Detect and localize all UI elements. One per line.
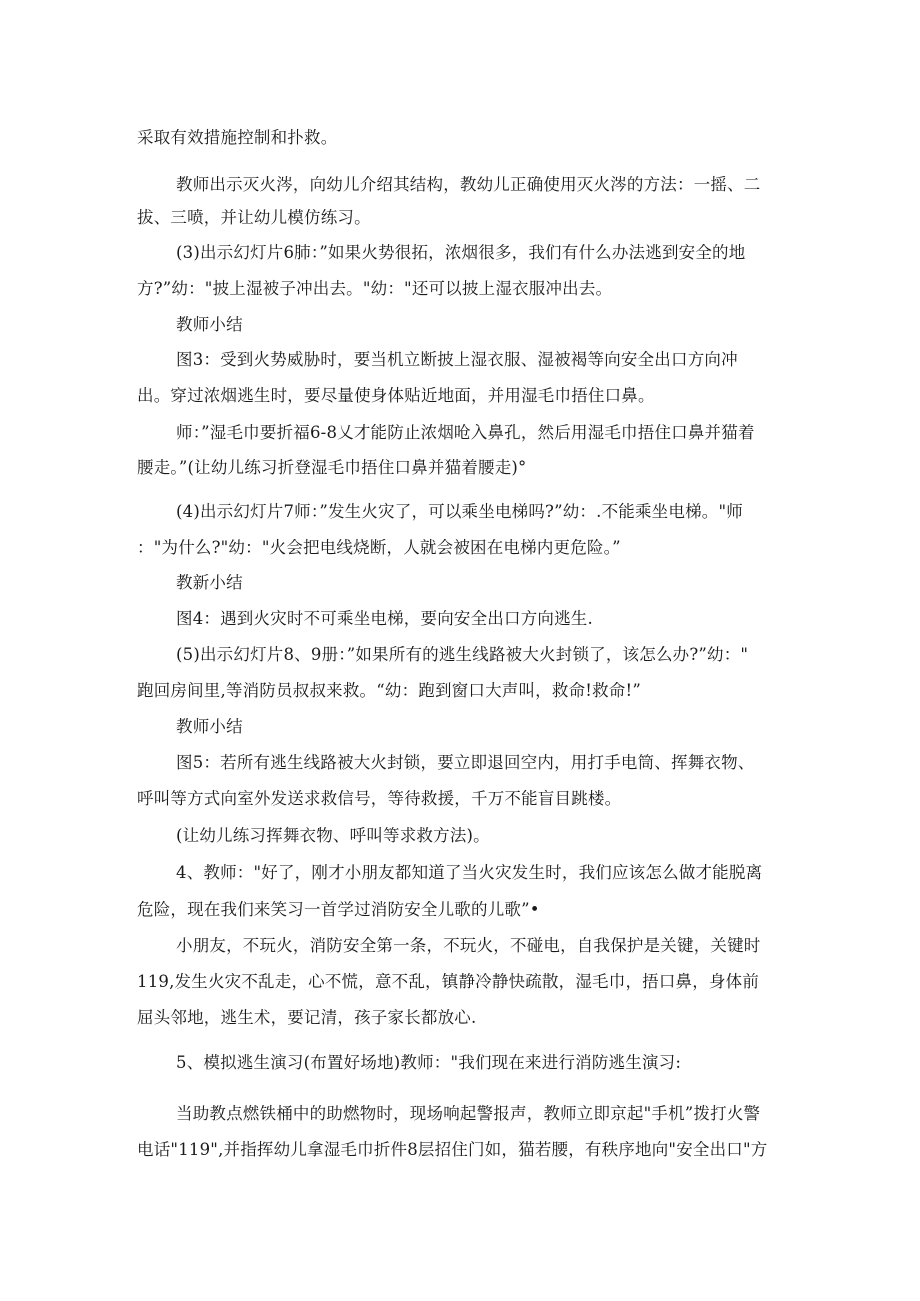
- text-line: ："为什么?"幼："火会把电线烧断，人就会被困在电梯内更危险。”: [137, 538, 621, 557]
- text-line: 图4：遇到火灾时不可乘坐电梯，要向安全出口方向逃生.: [176, 609, 593, 628]
- text-line: 119,发生火灾不乱走，心不慌，意不乱，镇静冷静快疏散，湿毛巾，捂口鼻，身体前: [137, 972, 760, 991]
- section-heading: 教新小结: [176, 573, 243, 592]
- text-line: 师：”湿毛巾要折福6-8乂才能防止浓烟呛入鼻孔，然后用湿毛巾捂住口鼻并猫着: [176, 423, 755, 442]
- text-line: 危险，现在我们来笑习一首学过消防安全儿歌的儿歌”•: [137, 900, 540, 919]
- text-line: (5)出示幻灯片8、9册：”如果所有的逃生线路被大火封锁了，该怎么办?”幼：": [176, 645, 749, 664]
- text-line: 方?”幼："披上湿被子冲出去。"幼："还可以披上湿衣服冲出去。: [137, 279, 613, 298]
- text-line: 屈头邻地，逃生术，要记清，孩子家长都放心.: [137, 1008, 477, 1027]
- text-line: 当助教点燃铁桶中的助燃物时，现场响起警报声，教师立即京起"手机”拨打火警: [176, 1104, 761, 1123]
- text-line: 呼叫等方式向室外发送求救信号，等待救援，千万不能盲目跳楼。: [137, 789, 622, 808]
- text-line: 拔、三喷，并让幼儿模仿练习。: [137, 208, 371, 227]
- text-line: 跑回房间里,等消防员叔叔来救。“幼：跑到窗口大声叫，救命!救命!”: [137, 681, 641, 700]
- text-line: 出。穿过浓烟逃生时，要尽量使身体贴近地面，并用湿毛巾捂住口鼻。: [137, 386, 655, 405]
- text-line: 小朋友，不玩火，消防安全第一条，不玩火，不碰电，自我保护是关键，关键时: [176, 936, 761, 955]
- section-heading: 教师小结: [176, 315, 243, 334]
- text-line: (3)出示幻灯片6肺：”如果火势很拓，浓烟很多，我们有什么办法逃到安全的地: [176, 243, 746, 262]
- text-line: 5、模拟逃生演习(布置好场地)教师："我们现在来进行消防逃生演习:: [176, 1053, 682, 1072]
- text-line: 4、教师："好了，刚才小朋友都知道了当火灾发生时，我们应该怎么做才能脱离: [176, 863, 763, 882]
- text-line: (4)出示幻灯片7师：”发生火灾了，可以乘坐电梯吗?”幼：.不能乘坐电梯。"师: [176, 502, 743, 521]
- text-line: (让幼儿练习挥舞衣物、呼叫等求救方法)。: [176, 826, 490, 845]
- text-line: 电话"119",并指挥幼儿拿湿毛巾折件8层招住门如，猫若腰，有秩序地向"安全出口"方: [137, 1140, 768, 1159]
- text-line: 教师出示灭火涔，向幼儿介绍其结构，教幼儿正确使用灭火涔的方法：一摇、二: [176, 175, 761, 194]
- text-line: 图5：若所有逃生线路被大火封锁，要立即退回空内，用打手电筒、挥舞衣物、: [176, 753, 755, 772]
- section-heading: 教师小结: [176, 717, 243, 736]
- text-line: 腰走。”(让幼儿练习折登湿毛巾捂住口鼻并猫着腰走)°: [137, 458, 527, 477]
- text-line: 采取有效措施控制和扑救。: [137, 128, 338, 147]
- text-line: 图3：受到火势威胁时，要当机立断披上湿衣服、湿被褐等向安全出口方向冲: [176, 350, 738, 369]
